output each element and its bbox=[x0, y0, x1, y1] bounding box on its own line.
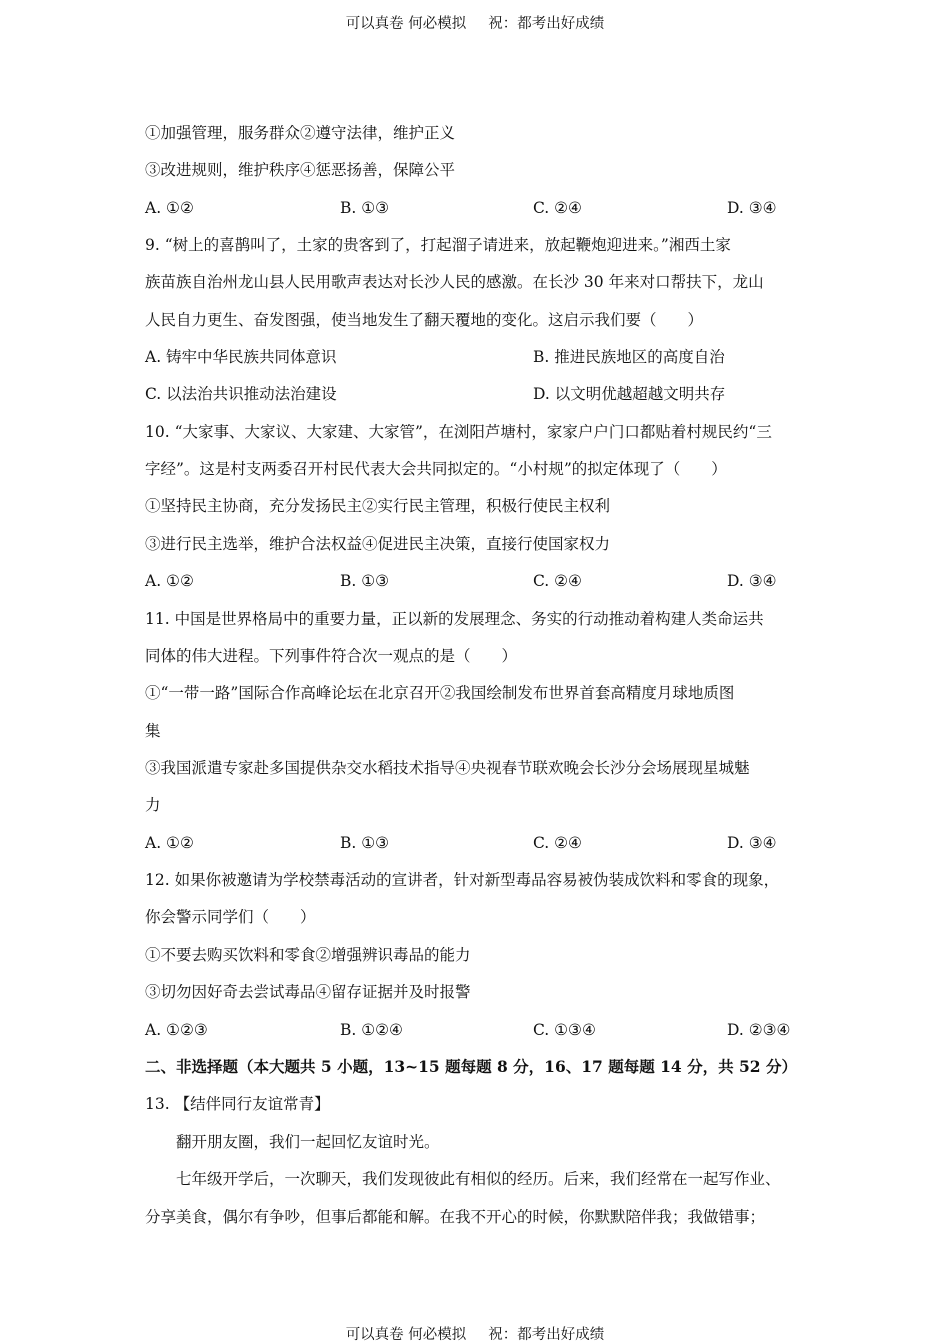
header-slogan-left: 可以真卷 何必模拟 bbox=[345, 16, 467, 32]
q11-choice-line-1: ①“一带一路”国际合作高峰论坛在北京召开②我国绘制发布世界首套高精度月球地质图 bbox=[145, 684, 735, 702]
q8-option-a: A. ①② bbox=[145, 199, 194, 217]
footer-slogan-right: 祝：都考出好成绩 bbox=[488, 1327, 605, 1343]
q11-option-c: C. ②④ bbox=[533, 834, 582, 852]
q9-stem-line-1: 9. “树上的喜鹊叫了，土家的贵客到了，打起溜子请进来，放起鞭炮迎进来。”湘西土家 bbox=[145, 236, 731, 254]
q10-option-b: B. ①③ bbox=[340, 572, 390, 590]
q10-option-c: C. ②④ bbox=[533, 572, 582, 590]
q10-choice-line-2: ③进行民主选举，维护合法权益④促进民主决策，直接行使国家权力 bbox=[145, 535, 611, 553]
q9-stem-line-2: 族苗族自治州龙山县人民用歌声表达对长沙人民的感激。在长沙 30 年来对口帮扶下，龙山 bbox=[145, 273, 764, 291]
q9-option-a: A. 铸牢中华民族共同体意识 bbox=[145, 348, 337, 366]
q12-option-a: A. ①②③ bbox=[145, 1021, 208, 1039]
q8-option-b: B. ①③ bbox=[340, 199, 390, 217]
q12-stem-line-2: 你会警示同学们（ ） bbox=[145, 908, 316, 926]
header-slogan-right: 祝：都考出好成绩 bbox=[488, 16, 605, 32]
q9-option-c: C. 以法治共识推动法治建设 bbox=[145, 385, 337, 403]
q9-option-b: B. 推进民族地区的高度自治 bbox=[533, 348, 725, 366]
q8-choice-line-1: ①加强管理，服务群众②遵守法律，维护正义 bbox=[145, 124, 456, 142]
q12-option-c: C. ①③④ bbox=[533, 1021, 596, 1039]
q13-para-line-2: 七年级开学后，一次聊天，我们发现彼此有相似的经历。后来，我们经常在一起写作业、 bbox=[176, 1170, 781, 1188]
q8-choice-line-2: ③改进规则，维护秩序④惩恶扬善，保障公平 bbox=[145, 161, 456, 179]
q9-option-d: D. 以文明优越超越文明共存 bbox=[533, 385, 726, 403]
q11-option-d: D. ③④ bbox=[727, 834, 777, 852]
section-heading: 二、非选择题（本大题共 5 小题，13~15 题每题 8 分，16、17 题每题 14 分，共 52 分） bbox=[145, 1057, 797, 1076]
q12-option-b: B. ①②④ bbox=[340, 1021, 403, 1039]
q10-stem-line-1: 10. “大家事、大家议、大家建、大家管”，在浏阳芦塘村，家家户户门口都贴着村规民约“三 bbox=[145, 423, 772, 441]
q13-para-line-1: 翻开朋友圈，我们一起回忆友谊时光。 bbox=[176, 1133, 440, 1151]
q11-option-b: B. ①③ bbox=[340, 834, 390, 852]
q11-stem-line-1: 11. 中国是世界格局中的重要力量，正以新的发展理念、务实的行动推动着构建人类命运共 bbox=[145, 610, 764, 628]
q13-para-line-3: 分享美食，偶尔有争吵，但事后都能和解。在我不开心的时候，你默默陪伴我；我做错事； bbox=[145, 1208, 766, 1226]
q10-choice-line-1: ①坚持民主协商，充分发扬民主②实行民主管理，积极行使民主权利 bbox=[145, 497, 611, 515]
q8-option-d: D. ③④ bbox=[727, 199, 777, 217]
q8-option-c: C. ②④ bbox=[533, 199, 582, 217]
q10-option-a: A. ①② bbox=[145, 572, 194, 590]
q9-stem-line-3: 人民自力更生、奋发图强，使当地发生了翻天覆地的变化。这启示我们要（ ） bbox=[145, 311, 704, 329]
q12-choice-line-2: ③切勿因好奇去尝试毒品④留存证据并及时报警 bbox=[145, 983, 471, 1001]
page-header bbox=[0, 12, 950, 33]
q12-option-d: D. ②③④ bbox=[727, 1021, 791, 1039]
page-footer bbox=[0, 1323, 950, 1344]
q11-choice-line-3: ③我国派遣专家赴多国提供杂交水稻技术指导④央视春节联欢晚会长沙分会场展现星城魅 bbox=[145, 759, 750, 777]
q10-option-d: D. ③④ bbox=[727, 572, 777, 590]
q12-choice-line-1: ①不要去购买饮料和零食②增强辨识毒品的能力 bbox=[145, 946, 471, 964]
q11-option-a: A. ①② bbox=[145, 834, 194, 852]
q13-title: 13. 【结伴同行友谊常青】 bbox=[145, 1095, 330, 1113]
q11-stem-line-2: 同体的伟大进程。下列事件符合次一观点的是（ ） bbox=[145, 647, 518, 665]
q11-choice-line-2: 集 bbox=[145, 722, 161, 740]
q12-stem-line-1: 12. 如果你被邀请为学校禁毒活动的宣讲者，针对新型毒品容易被伪装成饮料和零食的现象， bbox=[145, 871, 780, 889]
q10-stem-line-2: 字经”。这是村支两委召开村民代表大会共同拟定的。“小村规”的拟定体现了（ ） bbox=[145, 460, 727, 478]
footer-slogan-left: 可以真卷 何必模拟 bbox=[345, 1327, 467, 1343]
q11-choice-line-4: 力 bbox=[145, 796, 161, 814]
